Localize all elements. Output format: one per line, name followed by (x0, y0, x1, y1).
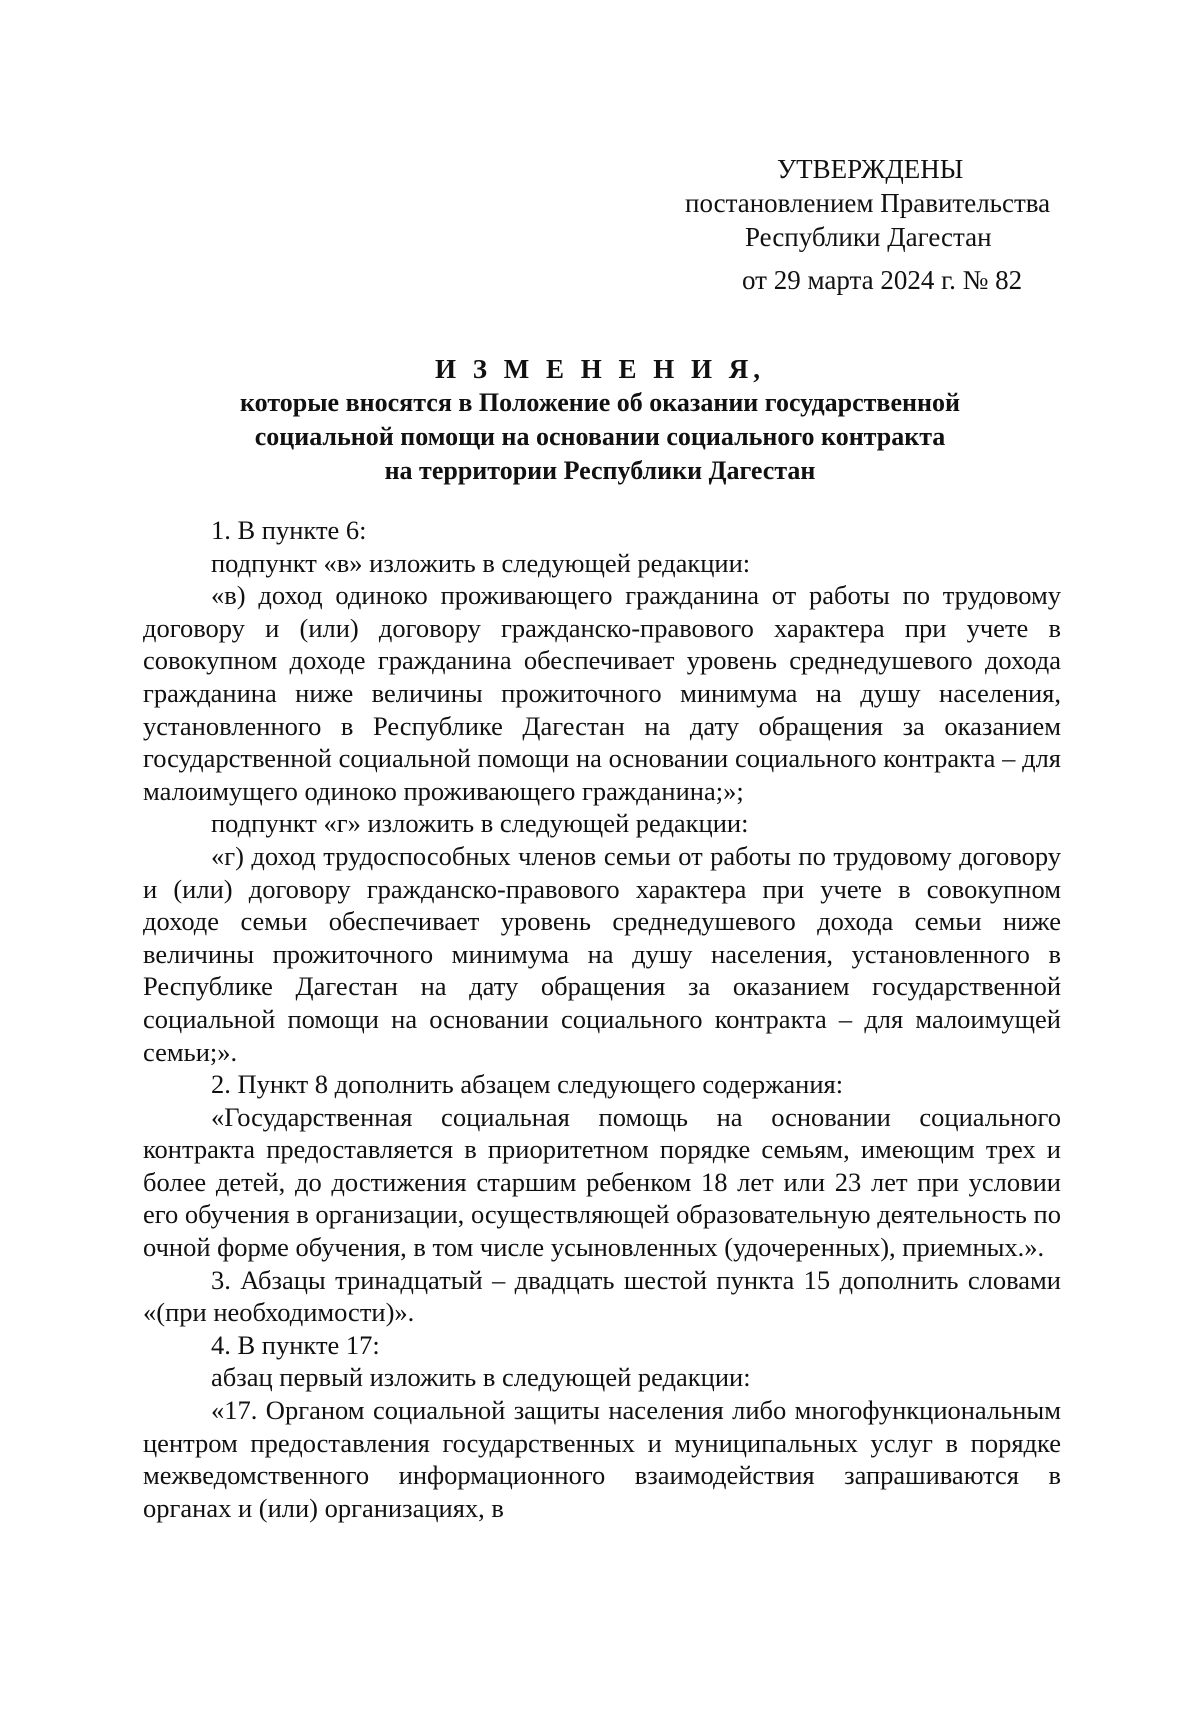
paragraph-item-3: 3. Абзацы тринадцатый – двадцать шестой пункта 15 дополнить словами «(при необходимости)». (143, 1264, 1061, 1328)
approval-date-number: от 29 марта 2024 г. № 82 (742, 265, 1023, 295)
approval-region: Республики Дагестан (745, 222, 992, 252)
title-sub-line-1: которые вносятся в Положение об оказании государственной (240, 388, 960, 417)
paragraph-subitem-g-intro: подпункт «г» изложить в следующей редакции: (211, 808, 749, 839)
paragraph-item-1: 1. В пункте 6: (211, 515, 367, 545)
paragraph-item-2-text: «Государственная социальная помощь на основании социального контракта предоставляется в приоритетном порядке семьям, имеющим трех и более детей, до достижения старшим ребенком 18 лет или 23 лет при условии его обучения в организации, осуществляющей образовательную деятельность по очной форме обучения, в том числе усыновленных (удочеренных), приемных.». (143, 1101, 1061, 1263)
title-main: И З М Е Н Е Н И Я, (434, 354, 765, 384)
document-title (140, 352, 1060, 488)
approval-heading: УТВЕРЖДЕНЫ (777, 154, 964, 184)
approval-authority: постановлением Правительства (685, 188, 1051, 218)
paragraph-subitem-v-text: «в) доход одиноко проживающего гражданина от работы по трудовому договору и (или) договору гражданско-правового характера при учете в совокупном доходе гражданина обеспечивает уровень среднедушевого дохода гражданина ниже величины прожиточного минимума на душу населения, установленного в Республике Дагестан на дату обращения за оказанием государственной социальной помощи на основании социального контракта – для малоимущего одиноко проживающего гражданина;»; (143, 580, 1061, 806)
title-sub-line-2: социальной помощи на основании социального контракта (254, 422, 946, 451)
paragraph-subitem-v-intro: подпункт «в» изложить в следующей редакции: (211, 547, 751, 578)
title-sub-line-3: на территории Республики Дагестан (384, 456, 816, 485)
approval-stamp (660, 152, 1080, 297)
paragraph-item-4-text: «17. Органом социальной защиты населения либо многофункциональным центром предоставления государственных и муниципальных услуг в порядке межведомственного информационного взаимодействия запрашиваются в органах и (или) организациях, в (143, 1395, 1061, 1523)
paragraph-item-2: 2. Пункт 8 дополнить абзацем следующего содержания: (211, 1069, 844, 1100)
paragraph-subitem-g-text: «г) доход трудоспособных членов семьи от работы по трудовому договору и (или) договору гражданско-правового характера при учете в совокупном доходе семьи обеспечивает уровень среднедушевого дохода семьи ниже величины прожиточного минимума на душу населения, установленного в Республике Дагестан на дату обращения за оказанием государственной социальной помощи на основании социального контракта – для малоимущей семьи;». (143, 840, 1061, 1067)
document-body (143, 514, 1061, 1524)
paragraph-item-4-intro: абзац первый изложить в следующей редакции: (211, 1362, 751, 1393)
paragraph-item-4: 4. В пункте 17: (211, 1329, 380, 1360)
